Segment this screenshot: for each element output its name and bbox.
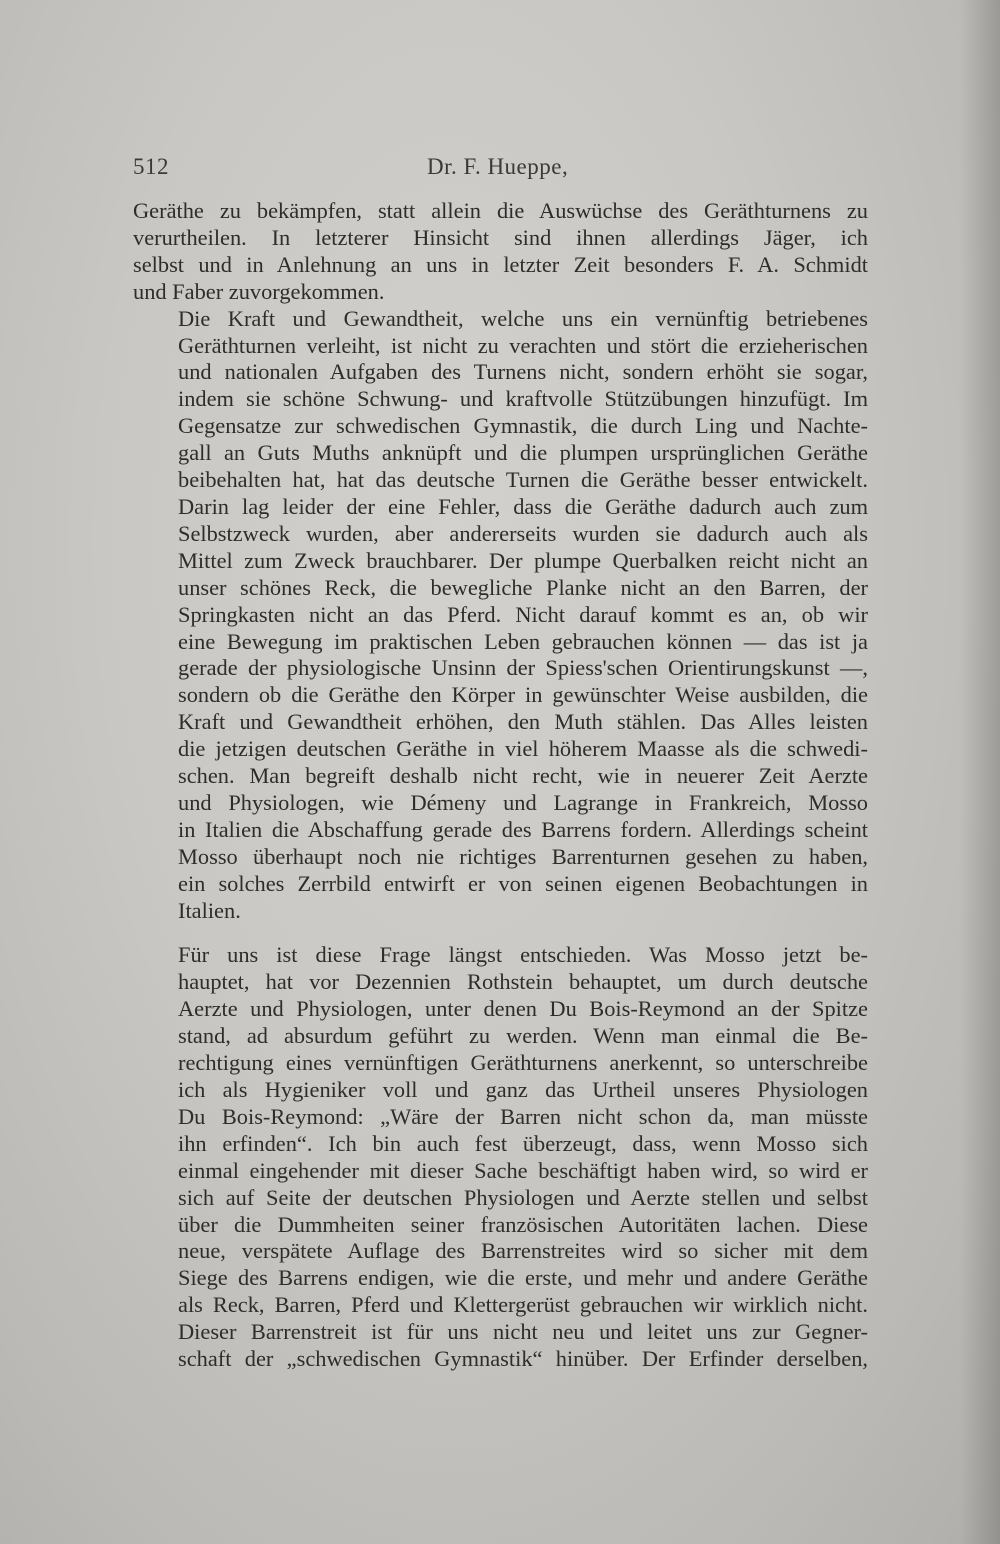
text-line: Siege des Barrens endigen, wie die erste, und mehr und andere Geräthe [178,1265,868,1291]
text-line: schaft der „schwedischen Gymnastik“ hinüber. Der Erfinder derselben, [178,1346,868,1372]
text-line: ein solches Zerrbild entwirft er von seinen eigenen Beobachtungen in [178,870,868,896]
paragraph-3 [133,942,868,1319]
text-line: schen. Man begreift deshalb nicht recht, wie in neuerer Zeit Aerzte [178,763,868,789]
text-line: selbst und in Anlehnung an uns in letzter Zeit besonders F. A. Schmidt [133,251,868,277]
text-line: Du Bois-Reymond: „Wäre der Barren nicht schon da, man müsste [178,1103,868,1129]
text-line: neue, verspätete Auflage des Barrenstreites wird so sicher mit dem [178,1238,868,1264]
text-line: und nationalen Aufgaben des Turnens nicht, sondern erhöht sie sogar, [178,359,868,385]
paragraph-1 [133,198,868,306]
running-head-author: Dr. F. Hueppe, [427,154,569,179]
text-line: hauptet, hat vor Dezennien Rothstein behauptet, um durch deutsche [178,969,868,995]
text-line: Aerzte und Physiologen, unter denen Du Bois-Reymond an der Spitze [178,996,868,1022]
text-line: Geräthturnen verleiht, ist nicht zu verachten und stört die erzieherischen [178,332,868,358]
text-line: rechtigung eines vernünftigen Geräthturnens anerkennt, so unterschreibe [178,1050,868,1076]
text-line: und Physiologen, wie Démeny und Lagrange in Frankreich, Mosso [178,789,868,815]
text-line: einmal eingehender mit dieser Sache beschäftigt haben wird, so wird er [178,1157,868,1183]
running-head [133,154,868,184]
text-line: Mosso überhaupt noch nie richtiges Barrenturnen gesehen zu haben, [178,843,868,869]
text-line: und Faber zuvorgekommen. [133,278,385,304]
body-text [133,198,868,1373]
text-line: stand, ad absurdum geführt zu werden. Wenn man einmal die Be- [178,1023,868,1049]
page-number: 512 [133,154,169,179]
text-line: eine Bewegung im praktischen Leben gebrauchen können — das ist ja [178,628,868,654]
text-line: als Reck, Barren, Pferd und Klettergerüst gebrauchen wir wirklich nicht. [178,1292,868,1318]
text-line: beibehalten hat, hat das deutsche Turnen die Geräthe besser entwickelt. [178,467,868,493]
text-line: Springkasten nicht an das Pferd. Nicht darauf kommt es an, ob wir [178,601,868,627]
paragraph-4 [133,1319,868,1373]
text-line: Für uns ist diese Frage längst entschieden. Was Mosso jetzt be- [178,942,868,968]
text-line: in Italien die Abschaffung gerade des Barrens fordern. Allerdings scheint [178,816,868,842]
text-line: Geräthe zu bekämpfen, statt allein die Auswüchse des Geräthturnens zu [133,198,868,223]
text-line: sondern ob die Geräthe den Körper in gewünschter Weise ausbilden, die [178,682,868,708]
text-line: Dieser Barrenstreit ist für uns nicht neu und leitet uns zur Gegner- [178,1319,868,1345]
text-line: Die Kraft und Gewandtheit, welche uns ein vernünftig betriebenes [178,305,868,331]
text-line: über die Dummheiten seiner französischen Autoritäten lachen. Diese [178,1211,868,1237]
text-line: gerade der physiologische Unsinn der Spiess'schen Orientirungskunst —, [178,655,868,681]
text-line: verurtheilen. In letzterer Hinsicht sind ihnen allerdings Jäger, ich [133,224,868,250]
text-line: Darin lag leider der eine Fehler, dass die Geräthe dadurch auch zum [178,493,868,519]
paragraph-2 [133,306,868,925]
text-line: Kraft und Gewandtheit erhöhen, den Muth stählen. Das Alles leisten [178,709,868,735]
text-line: ich als Hygieniker voll und ganz das Urtheil unseres Physiologen [178,1077,868,1102]
text-line: Selbstzweck wurden, aber andererseits wurden sie dadurch auch als [178,520,868,546]
text-line: sich auf Seite der deutschen Physiologen und Aerzte stellen und selbst [178,1184,868,1210]
text-line: indem sie schöne Schwung- und kraftvolle Stützübungen hinzufügt. Im [178,386,868,412]
text-line: ihn erfinden“. Ich bin auch fest überzeugt, dass, wenn Mosso sich [178,1130,868,1156]
text-line: Mittel zum Zweck brauchbarer. Der plumpe Querbalken reicht nicht an [178,547,868,573]
text-line: Italien. [178,897,241,923]
text-line: Gegensatze zur schwedischen Gymnastik, die durch Ling und Nachte- [178,413,868,439]
text-line: gall an Guts Muths anknüpft und die plumpen ursprünglichen Geräthe [178,440,868,466]
text-line: die jetzigen deutschen Geräthe in viel höherem Maasse als die schwedi- [178,736,868,762]
text-line: unser schönes Reck, die bewegliche Planke nicht an den Barren, der [178,574,868,600]
